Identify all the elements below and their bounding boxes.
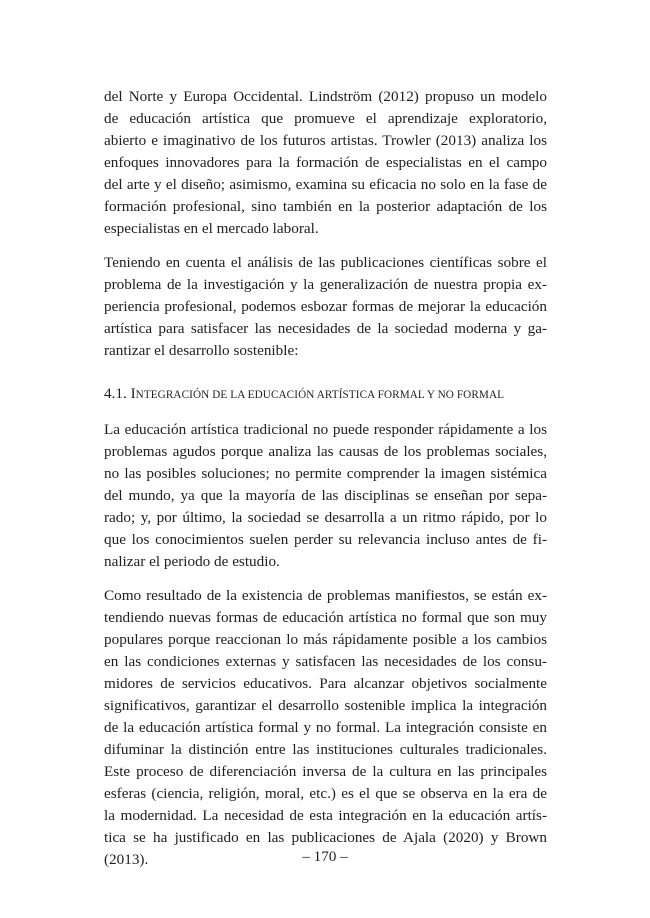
text-line: en las condiciones externas y satisfacen las necesidades de los consu- [104, 653, 547, 670]
text-line: tendiendo nuevas formas de educación artística no formal que son muy [104, 609, 547, 626]
text-line: Teniendo en cuenta el análisis de las publicaciones científicas sobre el [104, 254, 547, 271]
text-line: formación profesional, sino también en la posterior adaptación de los [104, 198, 547, 215]
text-line: populares porque reaccionan lo más rápidamente posible a los cambios [104, 631, 547, 648]
page-number: – 170 – [302, 848, 348, 865]
paragraph-3 [104, 419, 547, 573]
section-title: NTEGRACIÓN DE LA EDUCACIÓN ARTÍSTICA FORMAL Y NO FORMAL [135, 389, 505, 401]
text-line: artística para satisfacer las necesidades de la sociedad moderna y ga- [104, 320, 547, 337]
page-body [104, 86, 547, 871]
text-line: difuminar la distinción entre las instituciones culturales tradicionales. [104, 741, 547, 758]
text-line: de la educación artística formal y no formal. La integración consiste en [104, 719, 547, 736]
text-line: esferas (ciencia, religión, moral, etc.) es el que se observa en la era de [104, 785, 547, 802]
section-title-initial: I [130, 385, 136, 402]
text-line: periencia profesional, podemos esbozar formas de mejorar la educación [104, 298, 547, 315]
text-line: del Norte y Europa Occidental. Lindström (2012) propuso un modelo [104, 88, 547, 105]
text-line: no las posibles soluciones; no permite comprender la imagen sistémica [104, 465, 547, 482]
text-line: problemas agudos porque analiza las causas de los problemas sociales, [104, 443, 547, 460]
section-heading [104, 384, 547, 405]
text-line: especialistas en el mercado laboral. [104, 220, 319, 237]
paragraph-4 [104, 585, 547, 871]
text-line: tica se ha justificado en las publicaciones de Ajala (2020) y Brown [104, 829, 547, 846]
text-line: midores de servicios educativos. Para alcanzar objetivos socialmente [104, 675, 547, 692]
text-line: Como resultado de la existencia de problemas manifiestos, se están ex- [104, 587, 547, 604]
text-line: rado; y, por último, la sociedad se desarrolla a un ritmo rápido, por lo [104, 509, 547, 526]
text-line: significativos, garantizar el desarrollo sostenible implica la integración [104, 697, 547, 714]
section-number: 4.1. [104, 385, 127, 402]
text-line: problema de la investigación y la generalización de nuestra propia ex- [104, 276, 547, 293]
text-line: La educación artística tradicional no puede responder rápidamente a los [104, 421, 547, 438]
text-line: enfoques innovadores para la formación de especialistas en el campo [104, 154, 547, 171]
paragraph-1 [104, 86, 547, 240]
text-line: que los conocimientos suelen perder su relevancia incluso antes de fi- [104, 531, 547, 548]
text-line: nalizar el periodo de estudio. [104, 553, 280, 570]
text-line: del arte y el diseño; asimismo, examina su eficacia no solo en la fase de [104, 176, 547, 193]
text-line: Este proceso de diferenciación inversa de la cultura en las principales [104, 763, 547, 780]
paragraph-2 [104, 252, 547, 362]
text-line: abierto e imaginativo de los futuros artistas. Trowler (2013) analiza los [104, 132, 547, 149]
text-line: la modernidad. La necesidad de esta integración en la educación artís- [104, 807, 547, 824]
text-line: rantizar el desarrollo sostenible: [104, 342, 299, 359]
text-line: de educación artística que promueve el aprendizaje exploratorio, [104, 110, 547, 127]
text-line: del mundo, ya que la mayoría de las disciplinas se enseñan por sepa- [104, 487, 547, 504]
text-line: (2013). [104, 851, 149, 868]
